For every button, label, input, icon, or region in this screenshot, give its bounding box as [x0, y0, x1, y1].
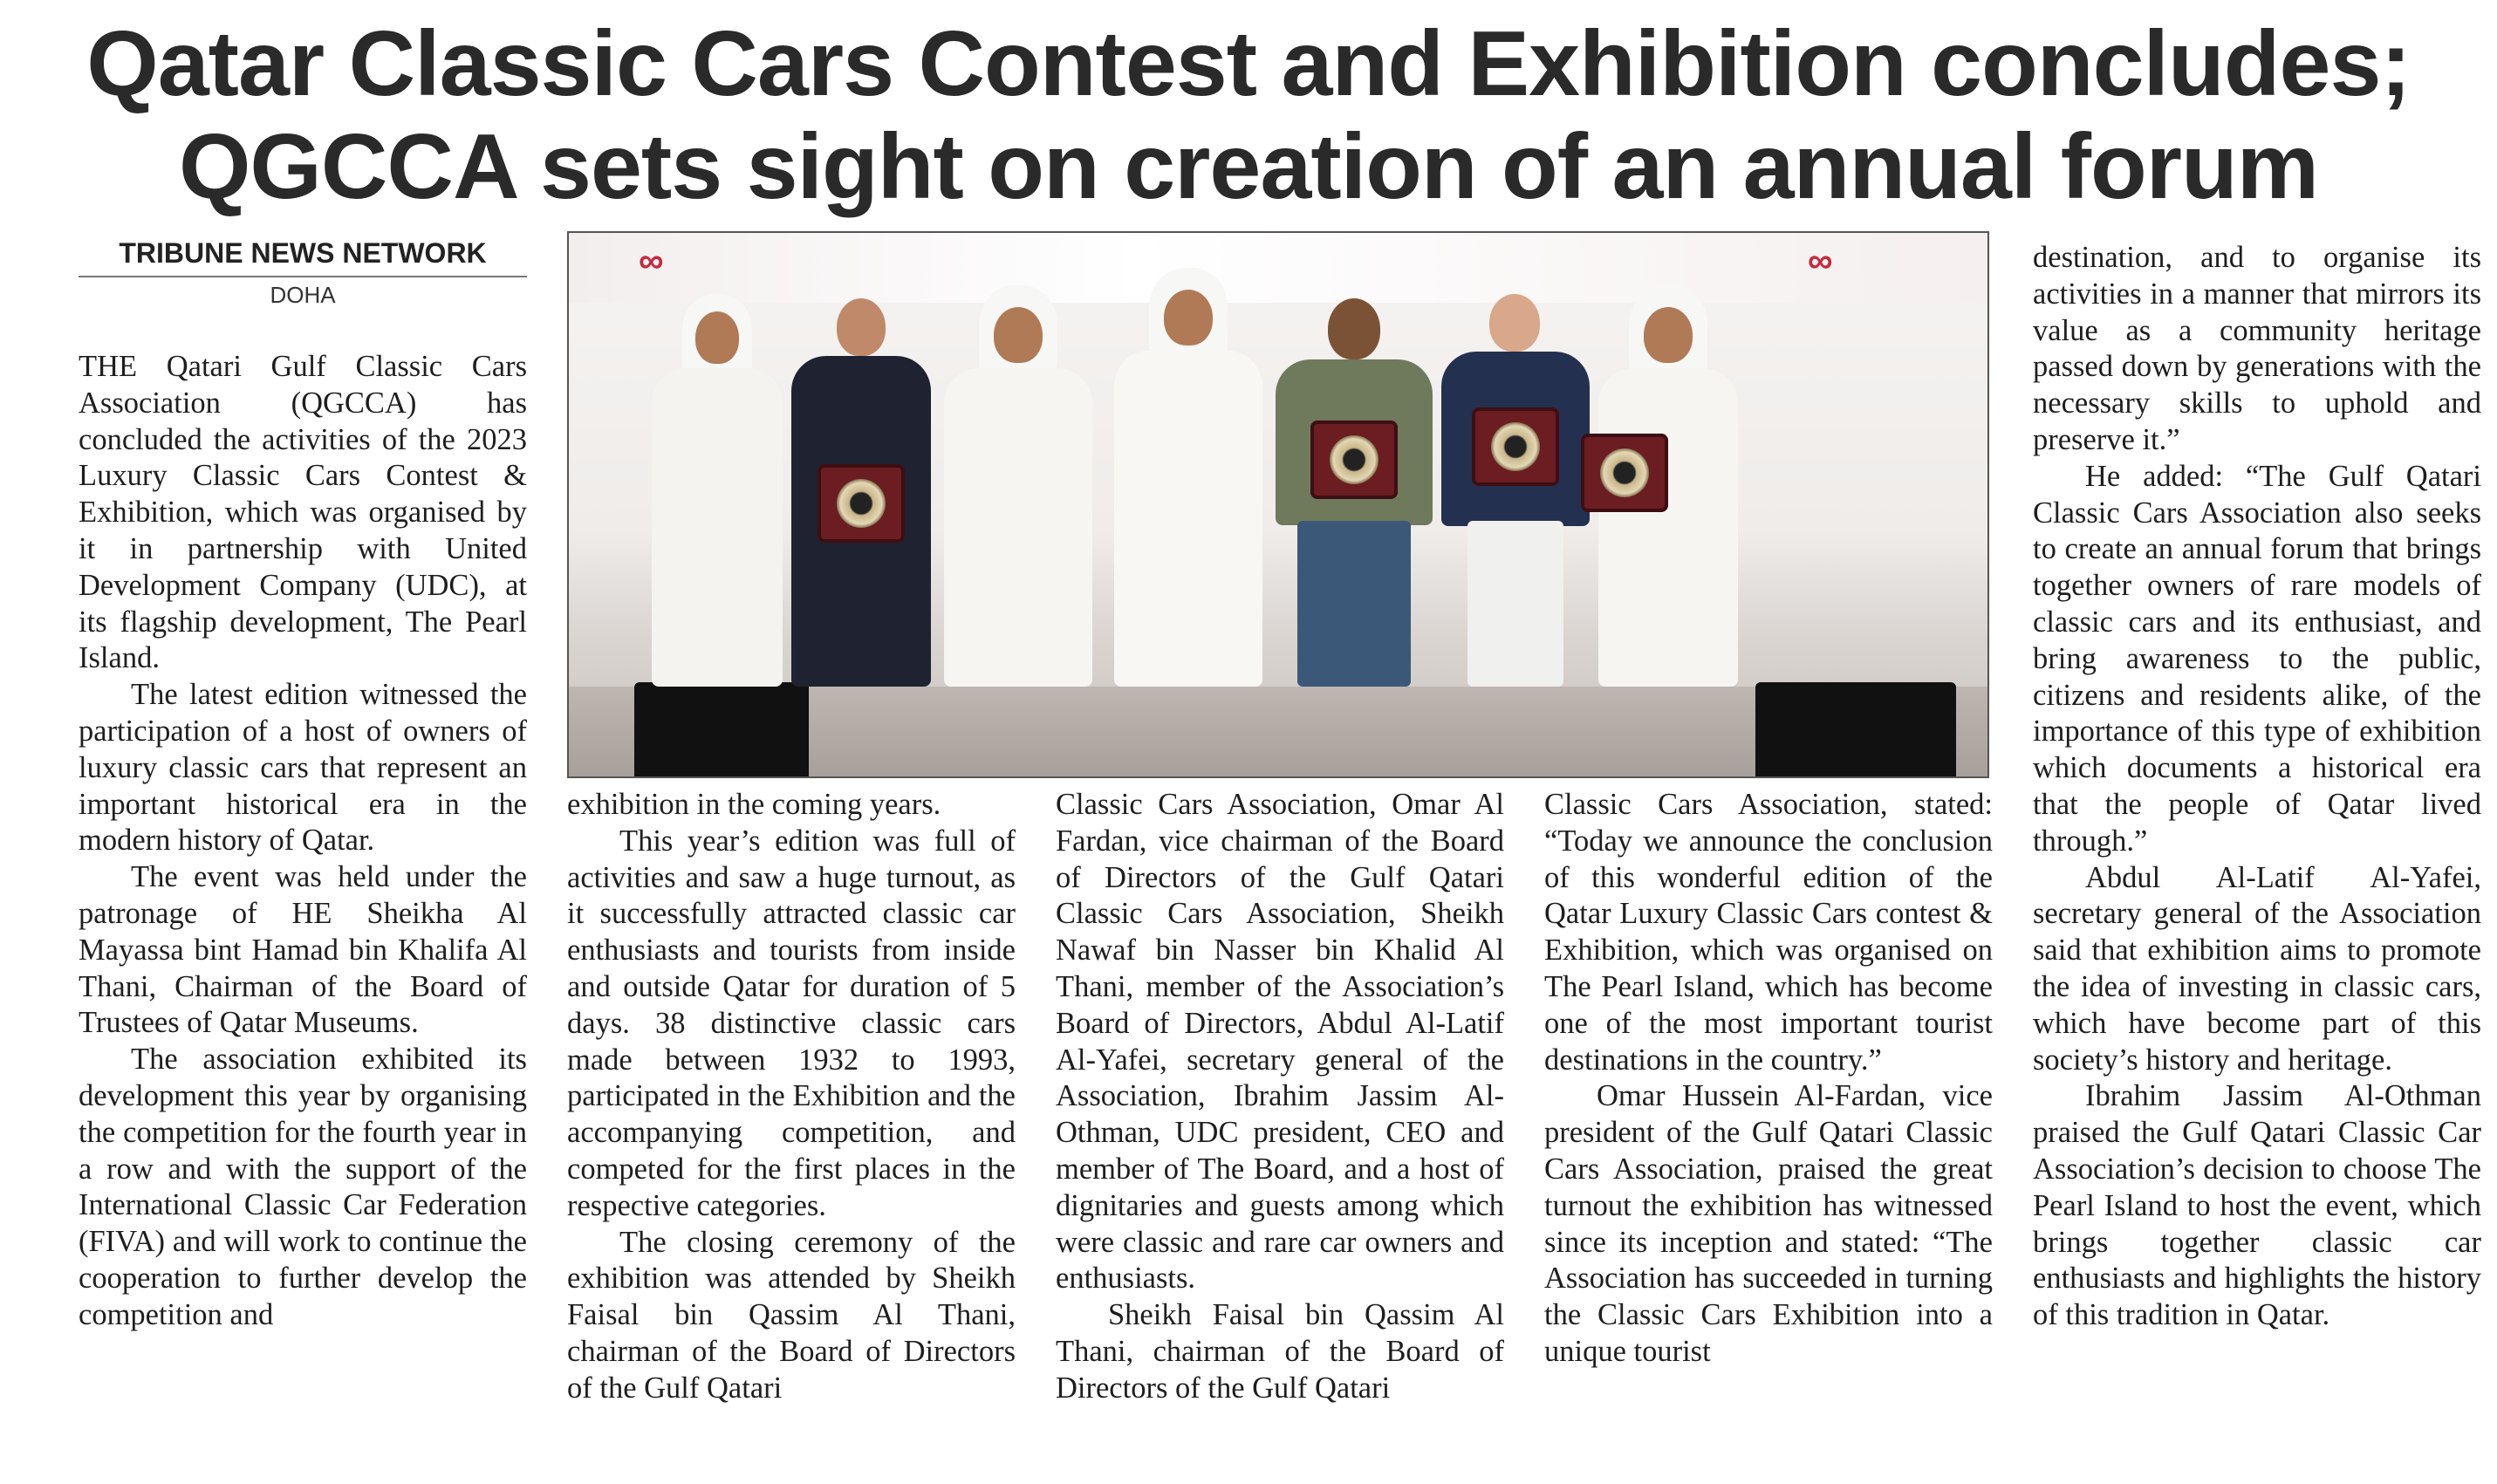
byline-agency: TRIBUNE NEWS NETWORK	[79, 236, 527, 277]
article-column-4	[1544, 787, 1993, 1371]
paragraph: The event was held under the patronage of HE Sheikha Al Mayassa bint Hamad bin Khalifa Al Thani, Chairman of the Board of Trustees of Qatar Museums.	[79, 860, 527, 1040]
headline	[52, 12, 2445, 218]
award-ceremony-photo	[567, 231, 1989, 778]
paragraph: destination, and to organise its activities in a manner that mirrors its value as a community heritage passed down by generations with the necessary skills to uphold and preserve it.”	[2033, 241, 2481, 456]
paragraph: THE Qatari Gulf Classic Cars Association (QGCCA) has concluded the activities of the 2023 Luxury Classic Cars Contest & Exhibition, which was organised by it in partnership with United Development Company (UDC), at its flagship development, The Pearl Island.	[79, 350, 527, 675]
paragraph: The latest edition witnessed the participation of a host of owners of luxury classic cars that represent an important historical era in the modern history of Qatar.	[79, 678, 527, 858]
stage-speaker	[1755, 682, 1956, 778]
paragraph: Classic Cars Association, Omar Al Fardan, vice chairman of the Board of Directors of the Gulf Qatari Classic Cars Association, Sheikh Nawaf bin Nasser bin Khalid Al Thani, member of the Association’s Board of Directors, Abdul Al-Latif Al-Yafei, secretary general of the Association, Ibrahim Jassim Al-Othman, UDC president, CEO and member of The Board, and a host of dignitaries and guests among which were classic and rare car owners and enthusiasts.	[1056, 788, 1504, 1296]
event-logo-icon: ∞	[1808, 242, 1833, 280]
person-figure	[1114, 268, 1262, 687]
person-figure	[652, 285, 783, 687]
person-figure	[1441, 294, 1590, 687]
paragraph: Ibrahim Jassim Al-Othman praised the Gulf Qatari Classic Car Association’s decision to choose The Pearl Island to host the event, which brings together classic car enthusiasts and highlights the history of this tradition in Qatar.	[2033, 1079, 2481, 1332]
byline	[79, 236, 527, 311]
paragraph: Abdul Al-Latif Al-Yafei, secretary general of the Association said that exhibition aims to promote the idea of investing in classic cars, which have become part of this society’s history and heritage.	[2033, 860, 2481, 1077]
headline-line-1: Qatar Classic Cars Contest and Exhibition concludes;	[86, 12, 2411, 115]
article-column-2	[567, 787, 1016, 1407]
person-figure	[1276, 298, 1433, 687]
event-logo-icon: ∞	[639, 242, 664, 280]
headline-line-2: QGCCA sets sight on creation of an annual forum	[178, 115, 2319, 218]
article-column-5	[2033, 240, 2481, 1334]
paragraph: The association exhibited its development this year by organising the competition for the fourth year in a row and with the support of the International Classic Car Federation (FIVA) and will work to continue the cooperation to further develop the competition and	[79, 1043, 527, 1331]
person-figure	[1598, 285, 1738, 687]
person-figure	[944, 285, 1092, 687]
paragraph: The closing ceremony of the exhibition was attended by Sheikh Faisal bin Qassim Al Thani, chairman of the Board of Directors of the Gulf Qatari	[567, 1225, 1016, 1405]
article-column-3	[1056, 787, 1504, 1407]
byline-dateline: DOHA	[270, 282, 336, 308]
paragraph: Classic Cars Association, stated: “Today we announce the conclusion of this wonderful edition of the Qatar Luxury Classic Cars contest & Exhibition, which was organised on The Pearl Island, which has become one of the most important tourist destinations in the country.”	[1544, 788, 1993, 1077]
paragraph: He added: “The Gulf Qatari Classic Cars Association also seeks to create an annual forum that brings together owners of rare models of classic cars and its enthusiast, and bring awareness to the public, citizens and residents alike, of the importance of this type of exhibition which documents a historical era that the people of Qatar lived through.”	[2033, 459, 2481, 858]
paragraph: Sheikh Faisal bin Qassim Al Thani, chairman of the Board of Directors of the Gulf Qatari	[1056, 1298, 1504, 1405]
paragraph: This year’s edition was full of activities and saw a huge turnout, as it successfully attracted classic car enthusiasts and tourists from inside and outside Qatar for duration of 5 days. 38 distinctive classic cars made between 1932 to 1993, participated in the Exhibition and the accompanying competition, and competed for the first places in the respective categories.	[567, 824, 1016, 1222]
person-figure	[791, 298, 931, 687]
paragraph: exhibition in the coming years.	[567, 788, 941, 821]
article-column-1	[79, 349, 527, 1334]
stage-speaker	[634, 682, 809, 778]
paragraph: Omar Hussein Al-Fardan, vice president of the Gulf Qatari Classic Cars Association, praised the great turnout the exhibition has witnessed since its inception and stated: “The Association has succeeded in turning the Classic Cars Exhibition into a unique tourist	[1544, 1079, 1993, 1368]
